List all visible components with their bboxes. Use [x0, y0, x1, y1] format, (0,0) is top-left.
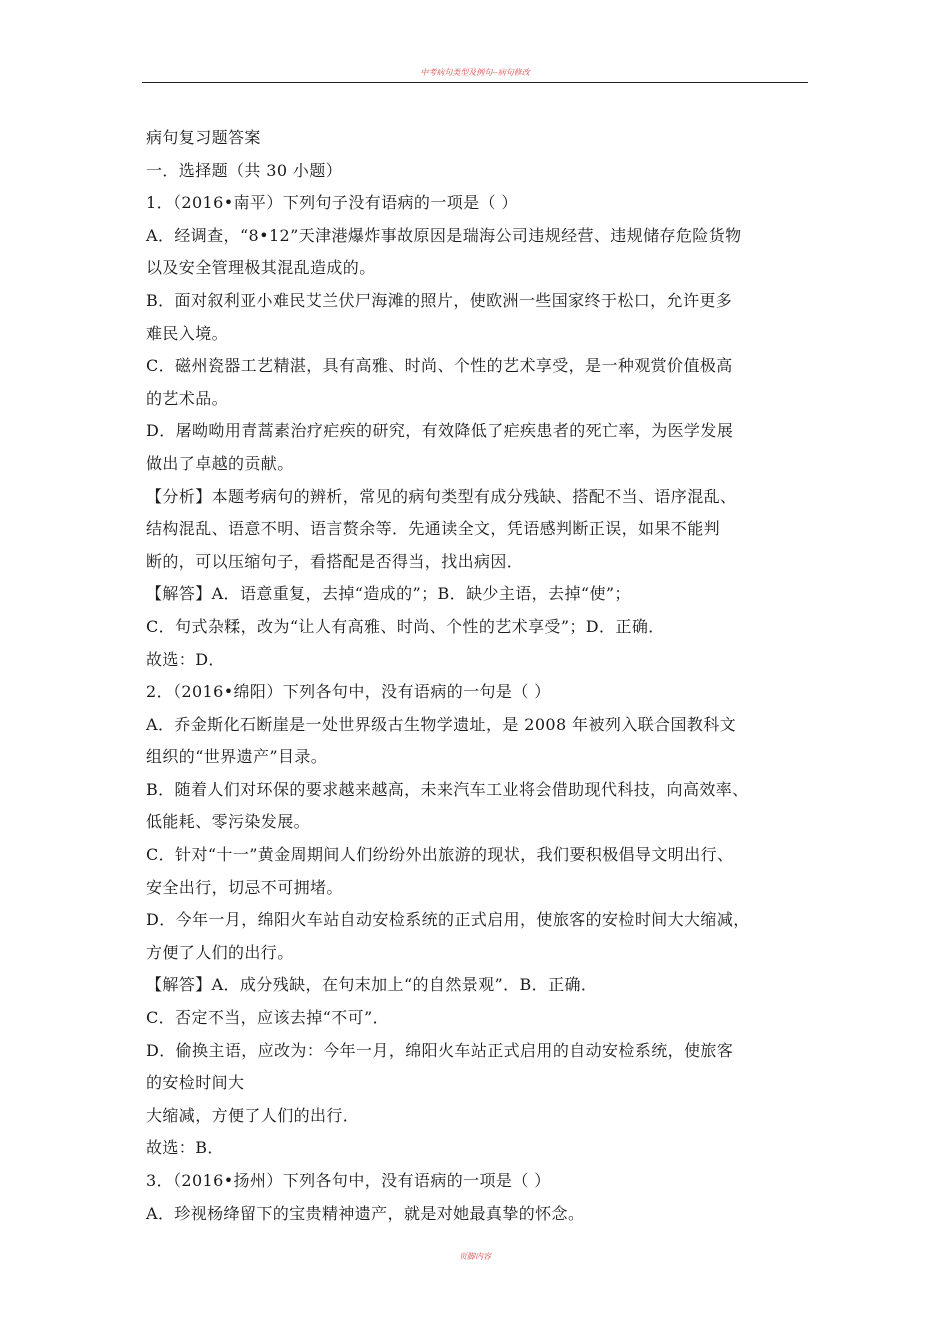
document-body	[146, 122, 808, 1230]
question-2-answer: 【解答】A．成分残缺，在句末加上“的自然景观”．B．正确．	[146, 975, 598, 995]
question-1-option-b: B．面对叙利亚小难民艾兰伏尸海滩的照片，使欧洲一些国家终于松口，允许更多	[146, 290, 733, 310]
question-1-option-c: C．磁州瓷器工艺精湛，具有高雅、时尚、个性的艺术享受，是一种观赏价值极高	[146, 356, 733, 376]
question-2-answer-c: C．否定不当，应该去掉“不可”．	[146, 1008, 390, 1028]
page-footer: 页脚内容	[459, 1252, 491, 1261]
question-1-option-d-cont: 做出了卓越的贡献。	[146, 453, 294, 473]
question-1-answer: 【解答】A．语意重复，去掉“造成的”；B．缺少主语，去掉“使”；	[146, 584, 631, 604]
question-1-stem: 1．（2016•南平）下列句子没有语病的一项是（ ）	[146, 193, 518, 213]
question-1-analysis: 【分析】本题考病句的辨析，常见的病句类型有成分残缺、搭配不当、语序混乱、	[146, 486, 737, 506]
question-1-analysis-cont-2: 断的，可以压缩句子，看搭配是否得当，找出病因．	[146, 551, 524, 571]
question-3-stem: 3．（2016•扬州）下列各句中，没有语病的一项是（ ）	[146, 1171, 551, 1190]
question-2-option-b: B．随着人们对环保的要求越来越高，未来汽车工业将会借助现代科技，向高效率、	[146, 779, 749, 799]
page-header	[142, 68, 808, 83]
question-1-option-d: D．屠呦呦用青蒿素治疗疟疾的研究，有效降低了疟疾患者的死亡率，为医学发展	[146, 421, 734, 441]
question-2-option-b-cont: 低能耗、零污染发展。	[146, 812, 311, 832]
question-2-answer-d: D．偷换主语，应改为：今年一月，绵阳火车站正式启用的自动安检系统，使旅客	[146, 1040, 734, 1060]
question-1-option-b-cont: 难民入境。	[146, 323, 229, 343]
question-1-analysis-cont-1: 结构混乱、语意不明、语言赘余等．先通读全文，凭语感判断正误，如果不能判	[146, 519, 721, 539]
question-2-option-a-cont: 组织的“世界遗产”目录。	[146, 747, 328, 767]
doc-title: 病句复习题答案	[146, 128, 261, 147]
header-text: 中考病句类型及例句--病句修改	[420, 68, 530, 77]
question-1-choice: 故选：D．	[146, 649, 225, 669]
question-2-answer-d-cont-2: 大缩减，方便了人们的出行．	[146, 1105, 360, 1125]
question-2-answer-d-cont-1: 的安检时间大	[146, 1073, 245, 1093]
question-1-option-c-cont: 的艺术品。	[146, 388, 229, 408]
question-1-option-a-cont: 以及安全管理极其混乱造成的。	[146, 258, 376, 278]
question-2-option-d: D．今年一月，绵阳火车站自动安检系统的正式启用，使旅客的安检时间大大缩减，	[146, 910, 750, 930]
question-3-option-a: A．珍视杨绛留下的宝贵精神遗产，就是对她最真挚的怀念。	[146, 1203, 585, 1223]
question-1-answer-cont: C．句式杂糅，改为“让人有高雅、时尚、个性的艺术享受”；D．正确．	[146, 616, 665, 636]
question-1-option-a: A．经调查，“8•12”天津港爆炸事故原因是瑞海公司违规经营、违规储存危险货物	[146, 225, 742, 245]
question-2-option-c-cont: 安全出行，切忌不可拥堵。	[146, 877, 343, 897]
question-2-choice: 故选：B．	[146, 1138, 224, 1158]
question-2-option-c: C．针对“十一”黄金周期间人们纷纷外出旅游的现状，我们要积极倡导文明出行、	[146, 845, 734, 865]
section-heading: 一．选择题（共 30 小题）	[146, 160, 343, 180]
question-2-stem: 2．（2016•绵阳）下列各句中，没有语病的一句是（ ）	[146, 682, 551, 702]
question-2-option-d-cont: 方便了人们的出行。	[146, 942, 294, 962]
question-2-option-a: A．乔金斯化石断崖是一处世界级古生物学遗址，是 2008 年被列入联合国教科文	[146, 714, 737, 734]
